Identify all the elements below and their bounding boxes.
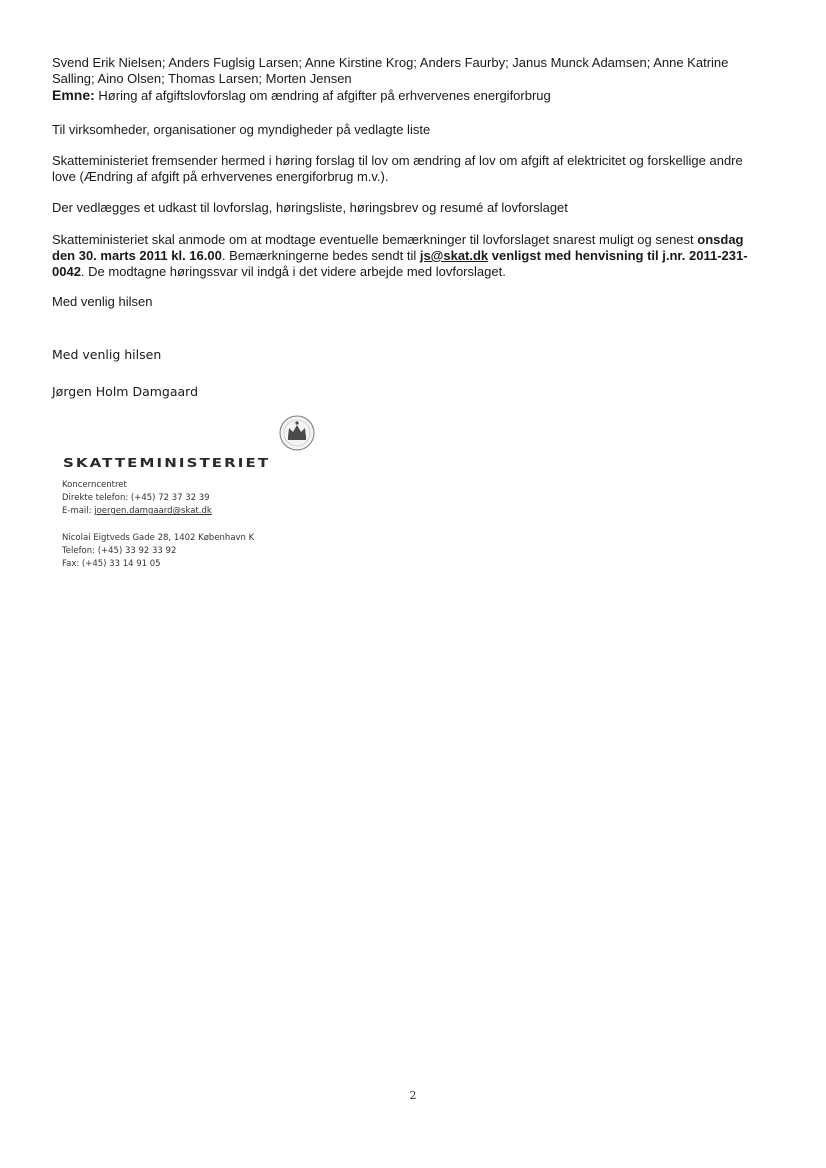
subject-text: Høring af afgiftslovforslag om ændring af afgifter på erhvervenes energiforbrug xyxy=(98,88,551,103)
signer-name: Jørgen Holm Damgaard xyxy=(52,384,199,399)
deadline-date: onsdag den 30. marts 2011 kl. 16.00 xyxy=(52,232,744,263)
recipient-list: Svend Erik Nielsen; Anders Fuglsig Larsen; Anne Kirstine Krog; Anders Faurby; Janus Munck Adamsen; Anne Katrine Salling; Aino Olsen; Thomas Larsen; Morten Jensen xyxy=(52,55,729,86)
page-number: 2 xyxy=(409,1089,417,1102)
body-paragraph-deadline xyxy=(52,232,767,280)
department: Koncerncentret xyxy=(62,480,127,490)
body-paragraph-2: Der vedlægges et udkast til lovforslag, høringsliste, høringsbrev og resumé af lovforslaget xyxy=(52,200,568,215)
deadline-text-b: . Bemærkningerne bedes sendt til xyxy=(221,248,420,263)
email-line xyxy=(62,505,212,518)
email-label: E-mail: xyxy=(62,506,95,516)
crown-emblem-icon xyxy=(278,414,316,452)
subject-line xyxy=(52,87,767,104)
address: Nicolai Eigtveds Gade 28, 1402 København K xyxy=(62,533,255,543)
deadline-text-a: Skatteministeriet skal anmode om at modtage eventuelle bemærkninger til lovforslaget snarest muligt og senest xyxy=(52,232,698,247)
reference-number: venligst med henvisning til j.nr. 2011-231-0042 xyxy=(52,248,748,279)
direct-phone: Direkte telefon: (+45) 72 37 32 39 xyxy=(62,493,210,503)
contact-block-2 xyxy=(62,532,254,571)
reply-email-link[interactable]: js@skat.dk xyxy=(419,248,489,263)
email-link[interactable]: jоergen.damgaard@skat.dk xyxy=(94,506,212,516)
subject-label: Emne: xyxy=(52,87,95,103)
closing-2: Med venlig hilsen xyxy=(52,347,162,362)
deadline-text-d: . De modtagne høringssvar vil indgå i det videre arbejde med lovforslaget. xyxy=(80,264,506,279)
fax: Fax: (+45) 33 14 91 05 xyxy=(62,559,161,569)
closing-1: Med venlig hilsen xyxy=(52,294,153,309)
body-paragraph-1: Skatteministeriet fremsender hermed i høring forslag til lov om ændring af lov om afgift af elektricitet og forskellige andre love (Ændring af afgift på erhvervenes energiforbrug m.v.). xyxy=(52,153,743,184)
ministry-logo-text: SKATTEMINISTERIET xyxy=(63,455,271,471)
phone: Telefon: (+45) 33 92 33 92 xyxy=(62,546,177,556)
salutation: Til virksomheder, organisationer og myndigheder på vedlagte liste xyxy=(52,122,431,137)
contact-block-1 xyxy=(62,479,212,518)
